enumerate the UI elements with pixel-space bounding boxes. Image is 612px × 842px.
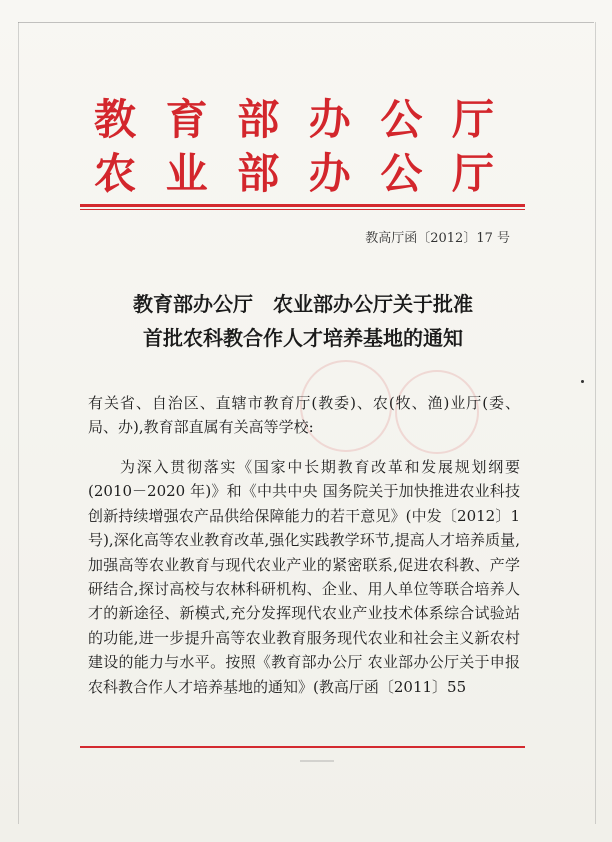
scan-speck xyxy=(581,380,584,383)
scan-edge-left xyxy=(18,22,19,824)
document-title-line-1: 教育部办公厅 农业部办公厅关于批准 xyxy=(133,292,473,316)
issuer-char: 部 xyxy=(237,95,280,144)
scan-edge-top xyxy=(18,22,594,23)
issuer-char: 厅 xyxy=(451,95,494,144)
issuer-char: 业 xyxy=(165,149,208,198)
scan-edge-right xyxy=(595,22,596,824)
issuer-char: 办 xyxy=(308,95,351,144)
issuer-char: 部 xyxy=(237,149,280,198)
header-red-rule xyxy=(80,204,525,207)
issuer-char: 公 xyxy=(380,149,423,198)
issuer-char: 教 xyxy=(94,95,137,144)
issuer-char: 农 xyxy=(94,149,137,198)
issuer-header-line-2 xyxy=(94,148,494,200)
page-number-mark xyxy=(300,760,334,762)
addressee: 有关省、自治区、直辖市教育厅(教委)、农(牧、渔)业厅(委、局、办),教育部直属有关高等学校: xyxy=(88,394,520,437)
issuer-char: 育 xyxy=(165,95,208,144)
document-title-line-2: 首批农科教合作人才培养基地的通知 xyxy=(143,326,463,350)
document-number: 教高厅函〔2012〕17 号 xyxy=(365,231,510,246)
header-red-rule-thin xyxy=(80,209,525,210)
footer-red-rule xyxy=(80,746,525,748)
issuer-char: 公 xyxy=(380,95,423,144)
issuer-char: 办 xyxy=(308,149,351,198)
issuer-char: 厅 xyxy=(451,149,494,198)
issuer-header-line-1 xyxy=(94,94,494,146)
body-paragraph: 为深入贯彻落实《国家中长期教育改革和发展规划纲要(2010－2020 年)》和《中共中央 国务院关于加快推进农业科技创新持续增强农产品供给保障能力的若干意见》(中发〔2012〕1号),深化高等农业教育改革,强化实践教学环节,提高人才培养质量,加强高等农业教育与现代农业产业的紧密联系,促进农科教、产学研结合,探讨高校与农林科研机构、企业、用人单位等联合培养人才的新途径、新模式,充分发挥现代农业产业技术体系综合试验站的功能,进一步提升高等农业教育服务现代农业和社会主义新农村建设的能力与水平。按照《教育部办公厅 农业部办公厅关于申报农科教合作人才培养基地的通知》(教高厅函〔2011〕55 xyxy=(88,458,520,696)
